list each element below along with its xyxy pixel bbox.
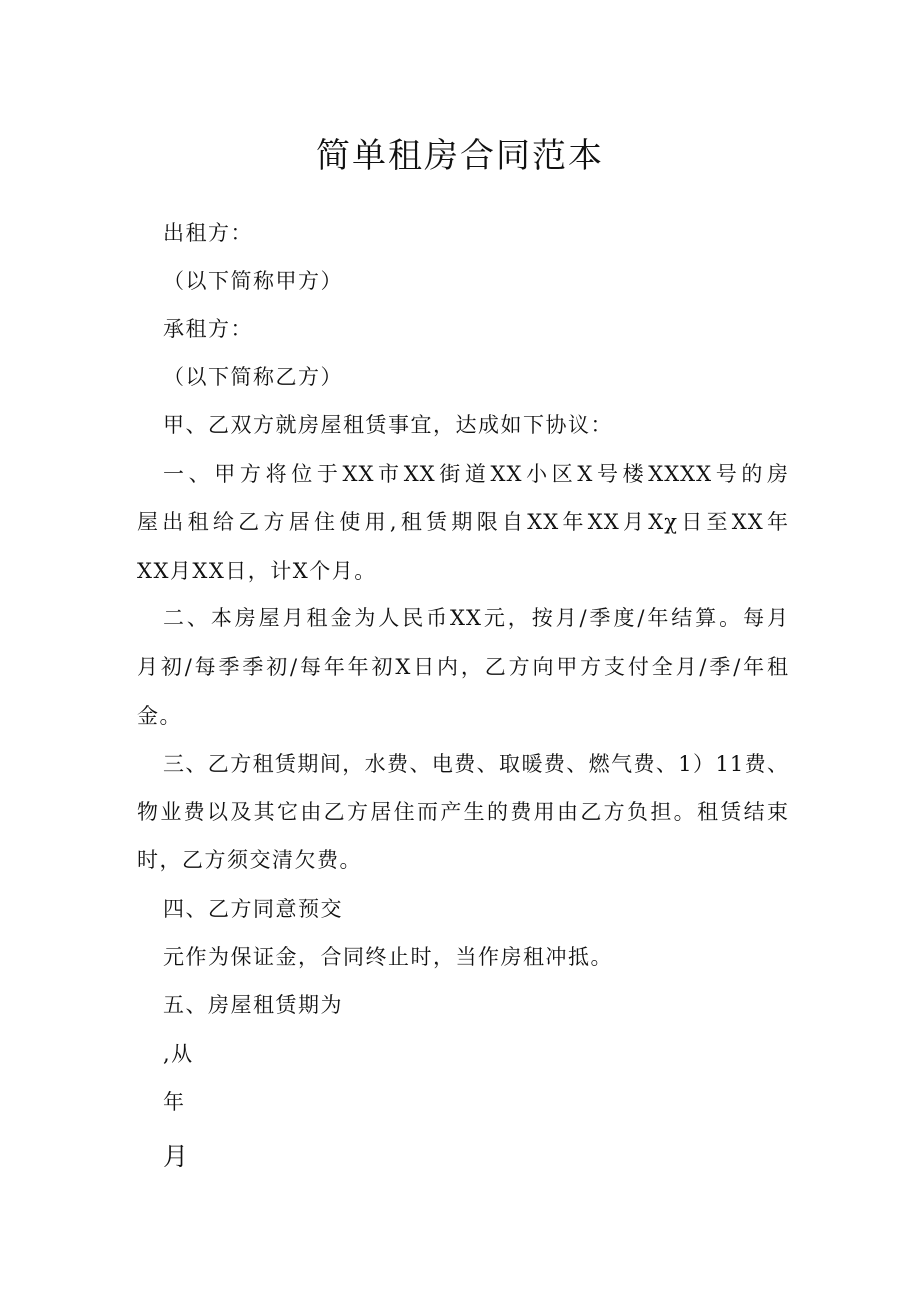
clause-3-line-2: 物业费以及其它由乙方居住而产生的费用由乙方负担。租赁结束: [137, 800, 789, 824]
clause-2-line-3: 金。: [137, 704, 182, 728]
clause-2-line-2: 月初/每季季初/每年年初X日内，乙方向甲方支付全月/季/年租: [137, 655, 789, 679]
clause-5-line-1: 五、房屋租赁期为: [163, 993, 343, 1017]
clause-1-line-1: 一、甲方将位于XX市XX街道XX小区X号楼XXXX号的房: [163, 462, 789, 486]
clause-3-line-1: 三、乙方租赁期间，水费、电费、取暖费、燃气费、1）11费、: [163, 752, 789, 776]
clause-5-line-2: ,从: [163, 1042, 194, 1066]
lessor-note: （以下简称甲方）: [163, 269, 343, 293]
clause-1-line-3: XX月XX日，计X个月。: [137, 559, 377, 583]
lessee-label: 承租方：: [163, 317, 253, 341]
clause-5-line-4: 月: [163, 1142, 190, 1171]
clause-1-line-2: 屋出租给乙方居住使用,租赁期限自XX年XX月Xχ日至XX年: [137, 510, 789, 534]
clause-5-line-3: 年: [163, 1090, 186, 1114]
clause-4-line-1: 四、乙方同意预交: [163, 897, 343, 921]
agreement-intro: 甲、乙双方就房屋租赁事宜，达成如下协议：: [163, 413, 613, 437]
document-title: 简单租房合同范本: [316, 136, 604, 176]
lessee-note: （以下简称乙方）: [163, 365, 343, 389]
clause-3-line-3: 时，乙方须交清欠费。: [137, 848, 362, 872]
clause-4-line-2: 元作为保证金，合同终止时，当作房租冲抵。: [163, 945, 613, 969]
clause-2-line-1: 二、本房屋月租金为人民币XX元，按月/季度/年结算。每月: [163, 606, 789, 630]
lessor-label: 出租方：: [163, 221, 253, 245]
